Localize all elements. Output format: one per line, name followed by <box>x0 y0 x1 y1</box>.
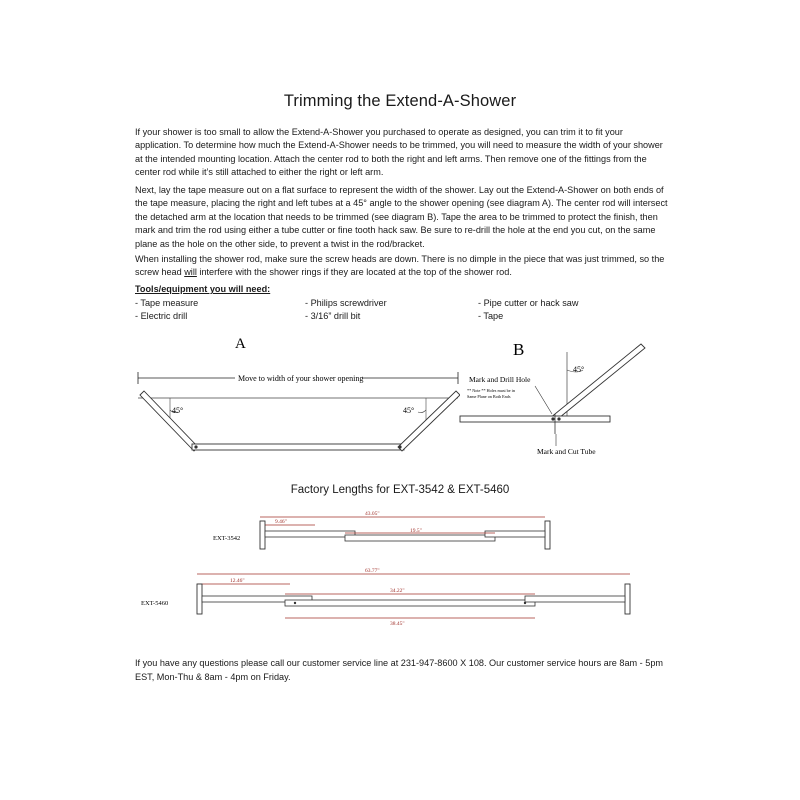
ext3542-total-dim: 43.05" <box>365 511 380 517</box>
tool-item: - Tape measure <box>135 298 199 308</box>
tool-item: - Tape <box>478 310 504 321</box>
install-note-emphasis: will <box>184 267 197 278</box>
diagram-a-label: A <box>235 336 246 352</box>
intro-paragraph: If your shower is too small to allow the Extend-A-Shower you purchased to operate as designed, you can trim it to fit your application. To determine how much the Extend-A-Shower needs to be trimmed, you will need to measure the width of your shower at the intended mounting location. Attach the center rod to both the right and left arms. Then remove one of the fittings from the center rod while it’s still attached to either the right or left arm. <box>135 127 663 178</box>
ext3542-left-dim: 9.46" <box>275 519 287 525</box>
left-arm <box>140 391 198 451</box>
install-note-post: interfere with the shower rings if they are located at the top of the shower rod. <box>196 267 512 278</box>
ext5460-bottom-dim: 38.45" <box>390 621 405 627</box>
page-title: Trimming the Extend-A-Shower <box>283 92 517 110</box>
diagram-a <box>130 330 460 470</box>
install-note-paragraph <box>135 253 670 280</box>
mark-drill-label: Mark and Drill Hole <box>469 375 531 384</box>
angled-arm <box>550 344 645 422</box>
diagram-b <box>455 330 675 460</box>
ext3542-right-tube <box>485 531 545 537</box>
diagram-a-width-text: Move to width of your shower opening <box>238 374 364 383</box>
right-arm <box>398 391 460 451</box>
diagram-a-angle-left: 45° <box>172 406 184 415</box>
instructions-paragraph: Next, lay the tape measure out on a flat surface to represent the width of the shower. Lay out the Extend-A-Shower on both ends of the tape measure, placing the right and left tubes at a 45° angle to the shower opening (see diagram A). The center rod will intersect the detached arm at the location that needs to be trimmed (see diagram B). Tape the area to be trimmed to protect the finish, then mark and trim the rod using either a tube cutter or fine tooth hack saw. Be sure to re-drill the hole at the end you cut, on the same plane as the hole on the other side, to prevent a twist in the rod/bracket. <box>135 185 668 249</box>
ext5460-center-tube <box>285 600 535 606</box>
center-tube <box>460 416 610 422</box>
ext5460-drawing <box>135 566 635 630</box>
ext3542-center-dim: 19.5" <box>410 528 422 534</box>
tools-column-1 <box>135 297 198 322</box>
note-line-2: Same Plane on Both Ends <box>467 394 511 399</box>
diagram-b-label: B <box>513 340 525 359</box>
tool-item: - Electric drill <box>135 310 188 321</box>
tools-column-3 <box>478 297 578 322</box>
ext3542-name: EXT-3542 <box>213 535 241 542</box>
center-rod <box>192 444 404 450</box>
tool-item: - Pipe cutter or hack saw <box>478 298 579 308</box>
ext3542-drawing <box>205 505 575 555</box>
tools-column-2 <box>305 297 387 322</box>
ext5460-left-dim: 12.46" <box>230 578 245 584</box>
ext3542-center-tube <box>345 535 495 541</box>
tools-heading: Tools/equipment you will need: <box>135 284 271 294</box>
install-note-pre: When installing the shower rod, make sure the screw heads are down. There is no dimple in the piece that was just trimmed, so the screw head <box>135 254 665 278</box>
mark-cut-label: Mark and Cut Tube <box>537 447 596 456</box>
ext5460-total-dim: 63.77" <box>365 568 380 574</box>
note-line-1: ** Note ** Holes must be in <box>467 388 515 393</box>
ext5460-name: EXT-5460 <box>141 600 169 607</box>
diagram-a-angle-right: 45° <box>403 406 415 415</box>
diagram-b-angle: 45° <box>573 365 585 374</box>
factory-lengths-title: Factory Lengths for EXT-3542 & EXT-5460 <box>290 484 510 496</box>
tool-item: - Philips screwdriver <box>305 298 387 308</box>
ext5460-right-tube <box>525 596 625 602</box>
tool-item: - 3/16” drill bit <box>305 310 361 321</box>
ext3542-left-tube <box>265 531 355 537</box>
contact-footer: If you have any questions please call our customer service line at 231-947-8600 X 108. Our customer service hours are 8am - 5pm EST, Mon-Thu & 8am - 4pm on Friday. <box>135 658 663 682</box>
ext5460-mid-dim: 34.22" <box>390 588 405 594</box>
